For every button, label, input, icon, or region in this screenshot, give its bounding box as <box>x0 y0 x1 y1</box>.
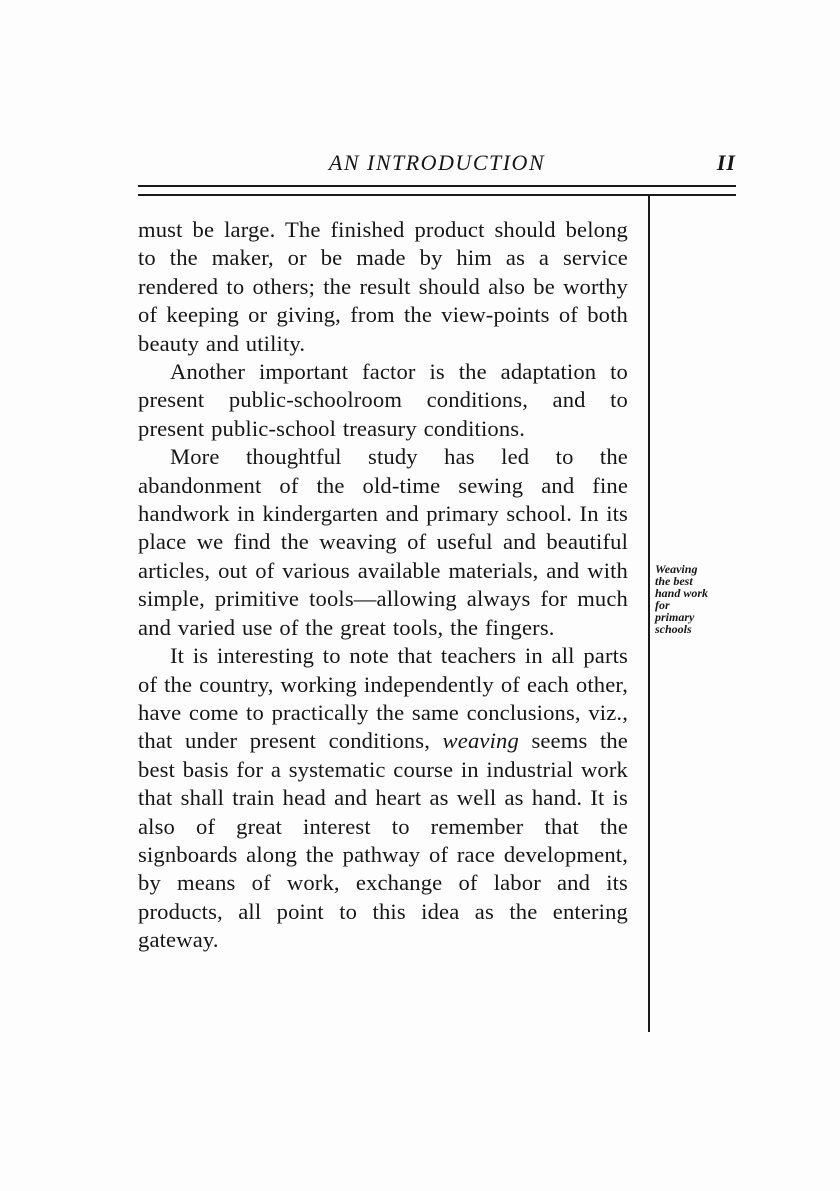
sidenote-line: schools <box>655 622 692 636</box>
running-head <box>138 150 736 184</box>
paragraph-continued: must be large. The finished product should belong to the maker, or be made by him as a service rendered to others; the result should also be worthy of keeping or giving, from the view-points of both beauty and utility. <box>138 217 628 356</box>
header-rule-top <box>138 185 736 187</box>
sidenote-line: hand work <box>655 586 709 600</box>
running-head-title: AN INTRODUCTION <box>328 150 546 175</box>
paragraph-weaving: More thoughtful study has led to the abandonment of the old-time sewing and fine handwork in kindergarten and primary school. In its place we find the weaving of useful and beautiful articles, out of various available materials, and with simple, primitive tools—allowing always for much and varied use of the great tools, the fingers. <box>138 444 628 640</box>
header-rule-bottom <box>138 194 736 196</box>
paragraph-conclusions-start: It is interesting to note that teachers in all parts of the country, working independently of each other, have come to practically the same conclusions, viz., that under present conditions, <box>138 643 628 754</box>
sidenote-line: primary <box>655 610 695 624</box>
emphasis-weaving: weaving <box>442 728 519 754</box>
paragraph-adaptation: Another important factor is the adaptation to present public-schoolroom conditions, and to present public-school treasury conditions. <box>138 359 628 441</box>
body-text <box>138 216 628 955</box>
margin-sidenote <box>655 563 750 635</box>
margin-column-rule <box>648 196 650 1032</box>
page-number: II <box>716 150 736 175</box>
paragraph-conclusions <box>138 642 628 954</box>
sidenote-line: for <box>655 598 670 612</box>
paragraph-conclusions-end: seems the best basis for a systematic course in industrial work that shall train head and heart as well as hand. It is also of great interest to remember that the signboards along the pathway of race development, by means of work, exchange of labor and its products, all point to this idea as the entering gateway. <box>138 728 628 953</box>
sidenote-line: the best <box>655 574 693 588</box>
sidenote-line: Weaving <box>655 562 698 576</box>
